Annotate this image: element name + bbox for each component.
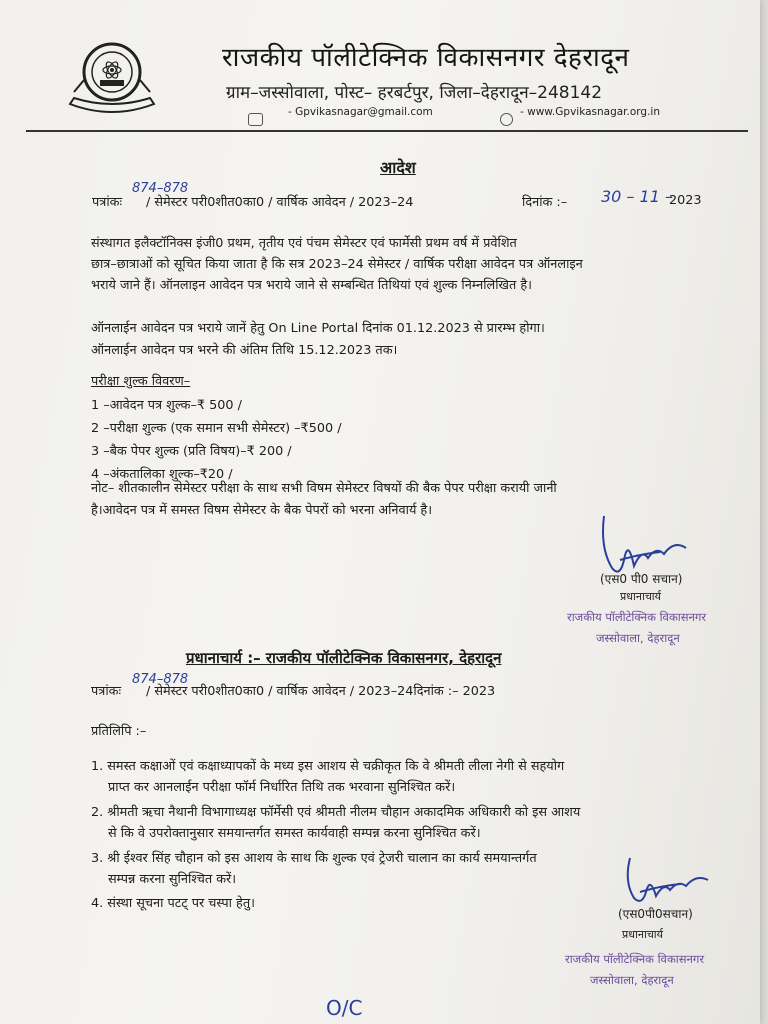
ref-label: पत्रांकः — [92, 195, 123, 210]
fee-item: 1 –आवेदन पत्र शुल्क–₹ 500 / — [91, 398, 242, 413]
note-line1: नोट– शीतकालीन सेमेस्टर परीक्षा के साथ सभी विषम सेमेस्टर विषयों की बैक पेपर परीक्षा करायी जानी — [91, 481, 557, 496]
institute-name: राजकीय पॉलीटेक्निक विकासनगर देहरादून — [222, 43, 630, 73]
institute-address: ग्राम–जस्सोवाला, पोस्ट– हरबर्टपुर, जिला–देहरादून–248142 — [226, 83, 603, 103]
email-text: - Gpvikasnagar@gmail.com — [288, 106, 433, 118]
copy-ref-text: / सेमेस्टर परी0शीत0का0 / वार्षिक आवेदन / 2023–24दिनांक :– 2023 — [146, 684, 496, 699]
signatory-title-2: प्रधानाचार्य — [622, 928, 664, 941]
copy-item-3: 3. श्री ईश्वर सिंह चौहान को इस आशय के साथ कि शुल्क एवं ट्रेजरी चालान का कार्य समयान्तर्गत — [91, 851, 537, 866]
copy-item-2: 2. श्रीमती ऋचा नैथानी विभागाध्यक्ष फॉर्मेसी एवं श्रीमती नीलम चौहान अकादमिक अधिकारी को इस आशय — [91, 805, 581, 820]
stamp-line1-2: राजकीय पॉलीटेक्निक विकासनगर — [565, 952, 705, 966]
para2-line1: ऑनलाईन आवेदन पत्र भराये जानें हेतु On Line Portal दिनांक 01.12.2023 से प्रारम्भ होगा। — [91, 321, 545, 336]
copy-ref-handwritten: 874–878 — [132, 672, 189, 687]
fee-item: 2 –परीक्षा शुल्क (एक समान सभी सेमेस्टर) –₹500 / — [91, 421, 342, 436]
email-icon — [248, 113, 263, 126]
signature-2 — [612, 852, 722, 912]
fee-item: 3 –बैक पेपर शुल्क (प्रति विषय)–₹ 200 / — [91, 444, 292, 459]
ref-number-handwritten: 874–878 — [132, 181, 189, 196]
copy-item-3-cont: सम्पन्न करना सुनिश्चित करें। — [108, 872, 237, 887]
copy-item-2-cont: से कि वे उपरोक्तानुसार समयान्तर्गत समस्त कार्यवाही सम्पन्न करना सुनिश्चित करें। — [108, 826, 481, 841]
date-label: दिनांक :– — [522, 195, 568, 210]
copy-item-4: 4. संस्था सूचना पटट् पर चस्पा हेतु। — [91, 896, 255, 911]
para1-line2: छात्र–छात्राओं को सूचित किया जाता है कि सत्र 2023–24 सेमेस्टर / वार्षिक परीक्षा आवेदन पत्र ऑनलाइन — [91, 257, 583, 272]
fee-item: 4 –अंकतालिका शुल्क–₹20 / — [91, 467, 233, 482]
signatory-name-1: (एस0 पी0 सचान) — [600, 572, 683, 586]
date-handwritten: 30 – 11 – — [601, 187, 673, 206]
pratilipi-label: प्रतिलिपि :– — [91, 724, 147, 739]
header-rule — [26, 130, 748, 132]
bottom-handwritten-note: O/C — [326, 996, 363, 1020]
stamp-line2-2: जस्सोवाला, देहरादून — [590, 973, 674, 987]
copy-ref-label: पत्रांकः — [91, 684, 122, 699]
para2-line2: ऑनलाईन आवेदन पत्र भरने की अंतिम तिथि 15.12.2023 तक। — [91, 343, 398, 358]
para1-line3: भराये जाने हैं। ऑनलाइन आवेदन पत्र भराये जाने से सम्बन्धित तिथियां एवं शुल्क निम्नलिखित है। — [91, 278, 533, 293]
website-text: - www.Gpvikasnagar.org.in — [520, 106, 661, 118]
signatory-name-2: (एस0पी0सचान) — [618, 907, 693, 921]
date-year: 2023 — [669, 193, 702, 208]
signatory-title-1: प्रधानाचार्य — [620, 590, 662, 603]
copy-item-1-cont: प्राप्त कर आनलाईन परीक्षा फॉर्म निर्धारित तिथि तक भरवाना सुनिश्चित करें। — [108, 780, 456, 795]
fee-heading: परीक्षा शुल्क विवरण– — [91, 374, 191, 389]
stamp-line2-1: जस्सोवाला, देहरादून — [596, 631, 680, 645]
globe-icon — [500, 113, 513, 126]
para1-line1: संस्थागत इलैक्टॉनिक्स इंजी0 प्रथम, तृतीय एवं पंचम सेमेस्टर एवं फार्मेसी प्रथम वर्ष में प्रवेशित — [91, 236, 517, 251]
stamp-line1-1: राजकीय पॉलीटेक्निक विकासनगर — [567, 610, 707, 624]
note-line2: है।आवेदन पत्र में समस्त विषम सेमेस्टर के बैक पेपरों को भरना अनिवार्य है। — [91, 503, 433, 518]
institute-logo — [64, 40, 160, 116]
order-heading: आदेश — [380, 158, 416, 177]
ref-text: / सेमेस्टर परी0शीत0का0 / वार्षिक आवेदन / 2023–24 — [146, 195, 414, 210]
copy-item-1: 1. समस्त कक्षाओं एवं कक्षाध्यापकों के मध्य इस आशय से चक्रीकृत कि वे श्रीमती लीला नेगी से सहयोग — [91, 759, 565, 774]
copy-heading: प्रधानाचार्य :– राजकीय पॉलीटेक्निक विकासनगर, देहरादून — [186, 649, 502, 667]
